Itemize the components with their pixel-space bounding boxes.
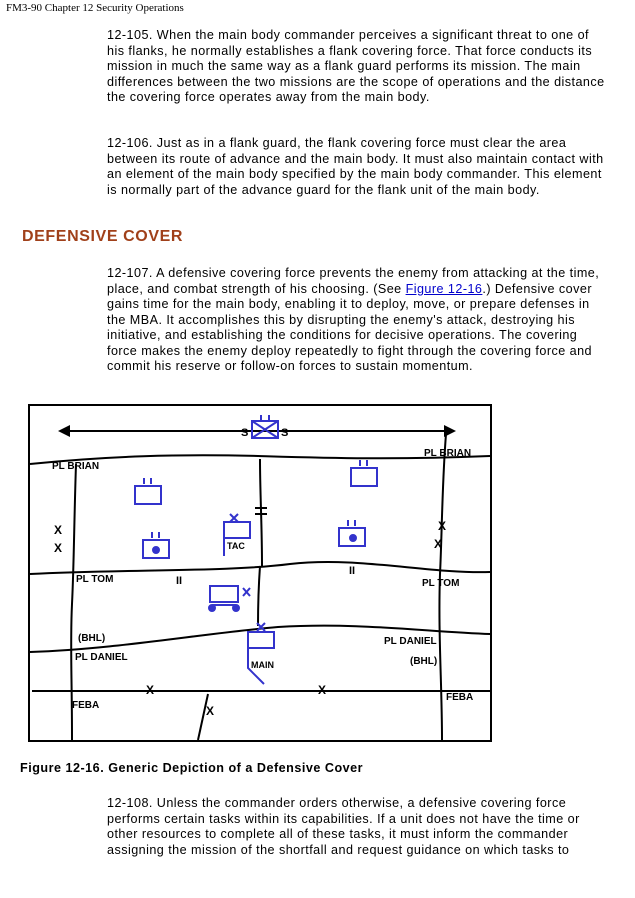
- unit-symbols: [135, 460, 377, 684]
- brigade-support-symbol: [209, 586, 250, 611]
- battalion-symbol: [143, 532, 169, 558]
- bhl-left-label: (BHL): [78, 633, 106, 644]
- boundary-x-mark: X: [54, 523, 63, 537]
- defensive-cover-diagram: [28, 404, 496, 744]
- feba-x-mark: X: [318, 683, 327, 697]
- battalion-symbol: [351, 460, 377, 486]
- screen-unit-symbol: [252, 415, 278, 438]
- pl-daniel-left-label: PL DANIEL: [75, 652, 128, 663]
- left-boundary: [71, 464, 76, 740]
- paragraph-text-after: .) Defensive cover gains time for the main body, enabling it to deploy, move, or prepare defenses in the MBA. It accomplishes this by disrupting the enemy's attack, destroying his initiative, and establishing the conditions for decisive operations. The covering force makes the enemy deploy repeatedly to fight through the covering force and commit his reserve or follow-on forces to sustain momentum.: [107, 281, 592, 373]
- battalion-ii-mark: II: [176, 575, 183, 587]
- paragraph-12-106: [107, 136, 607, 198]
- phase-lines: [30, 434, 490, 740]
- feba-left-label: FEBA: [72, 700, 100, 711]
- figure-link[interactable]: Figure 12-16: [405, 281, 483, 296]
- feba-x-mark: X: [146, 683, 155, 697]
- screen-label-left: S: [241, 427, 249, 439]
- center-boundary: [260, 459, 262, 566]
- paragraph-text: 12-106. Just as in a flank guard, the flank covering force must clear the area between its route of advance and the main body. It must also maintain contact with an element of the main body specified by the main body commander. This element is normally part of the advance guard for the flank unit of the main body.: [107, 136, 604, 197]
- paragraph-text: 12-105. When the main body commander perceives a significant threat to one of his flanks, he normally establishes a flank covering force. That force conducts its mission in much the same way as a flank guard performs its mission. The main differences between the two missions are the scope of operations and the distance the covering force operates away from the main body.: [107, 28, 605, 104]
- paragraph-text-before: 12-107. A defensive covering force prevents the enemy from attacking at the time, place, and combat strength of his choosing. (See: [107, 266, 600, 296]
- pl-tom-left-label: PL TOM: [76, 574, 114, 585]
- main-label: MAIN: [251, 660, 274, 670]
- pl-tom-right-label: PL TOM: [422, 578, 460, 589]
- paragraph-12-105: [107, 28, 607, 106]
- figure-caption: Figure 12-16. Generic Depiction of a Defensive Cover: [20, 761, 364, 775]
- boundary-x-mark: X: [54, 541, 63, 555]
- section-heading: DEFENSIVE COVER: [22, 228, 184, 245]
- paragraph-12-107: [107, 266, 607, 375]
- boundary-x-mark: X: [438, 519, 447, 533]
- running-head: FM3-90 Chapter 12 Security Operations: [6, 2, 184, 14]
- feba-right-label: FEBA: [446, 692, 474, 703]
- screen-label-right: S: [281, 427, 289, 439]
- boundary-x-mark: X: [206, 704, 215, 718]
- tac-label: TAC: [227, 541, 245, 551]
- pl-brian-left-label: PL BRIAN: [52, 461, 100, 472]
- pl-daniel-right-label: PL DANIEL: [384, 636, 437, 647]
- paragraph-text: 12-108. Unless the commander orders otherwise, a defensive covering force performs certain tasks within its capabilities. If a unit does not have the time or other resources to complete all of these tasks, it must inform the commander assigning the mission of the shortfall and request guidance on which tasks to: [107, 796, 580, 857]
- battalion-ii-mark: II: [349, 565, 356, 577]
- pl-brian-right-label: PL BRIAN: [424, 448, 472, 459]
- main-cp-symbol: [248, 623, 274, 684]
- battalion-symbol: [135, 478, 161, 504]
- boundary-x-mark: X: [434, 537, 443, 551]
- paragraph-12-108: [107, 796, 607, 858]
- battalion-symbol: [339, 520, 365, 546]
- bhl-right-label: (BHL): [410, 656, 438, 667]
- figure-12-16: [28, 404, 496, 749]
